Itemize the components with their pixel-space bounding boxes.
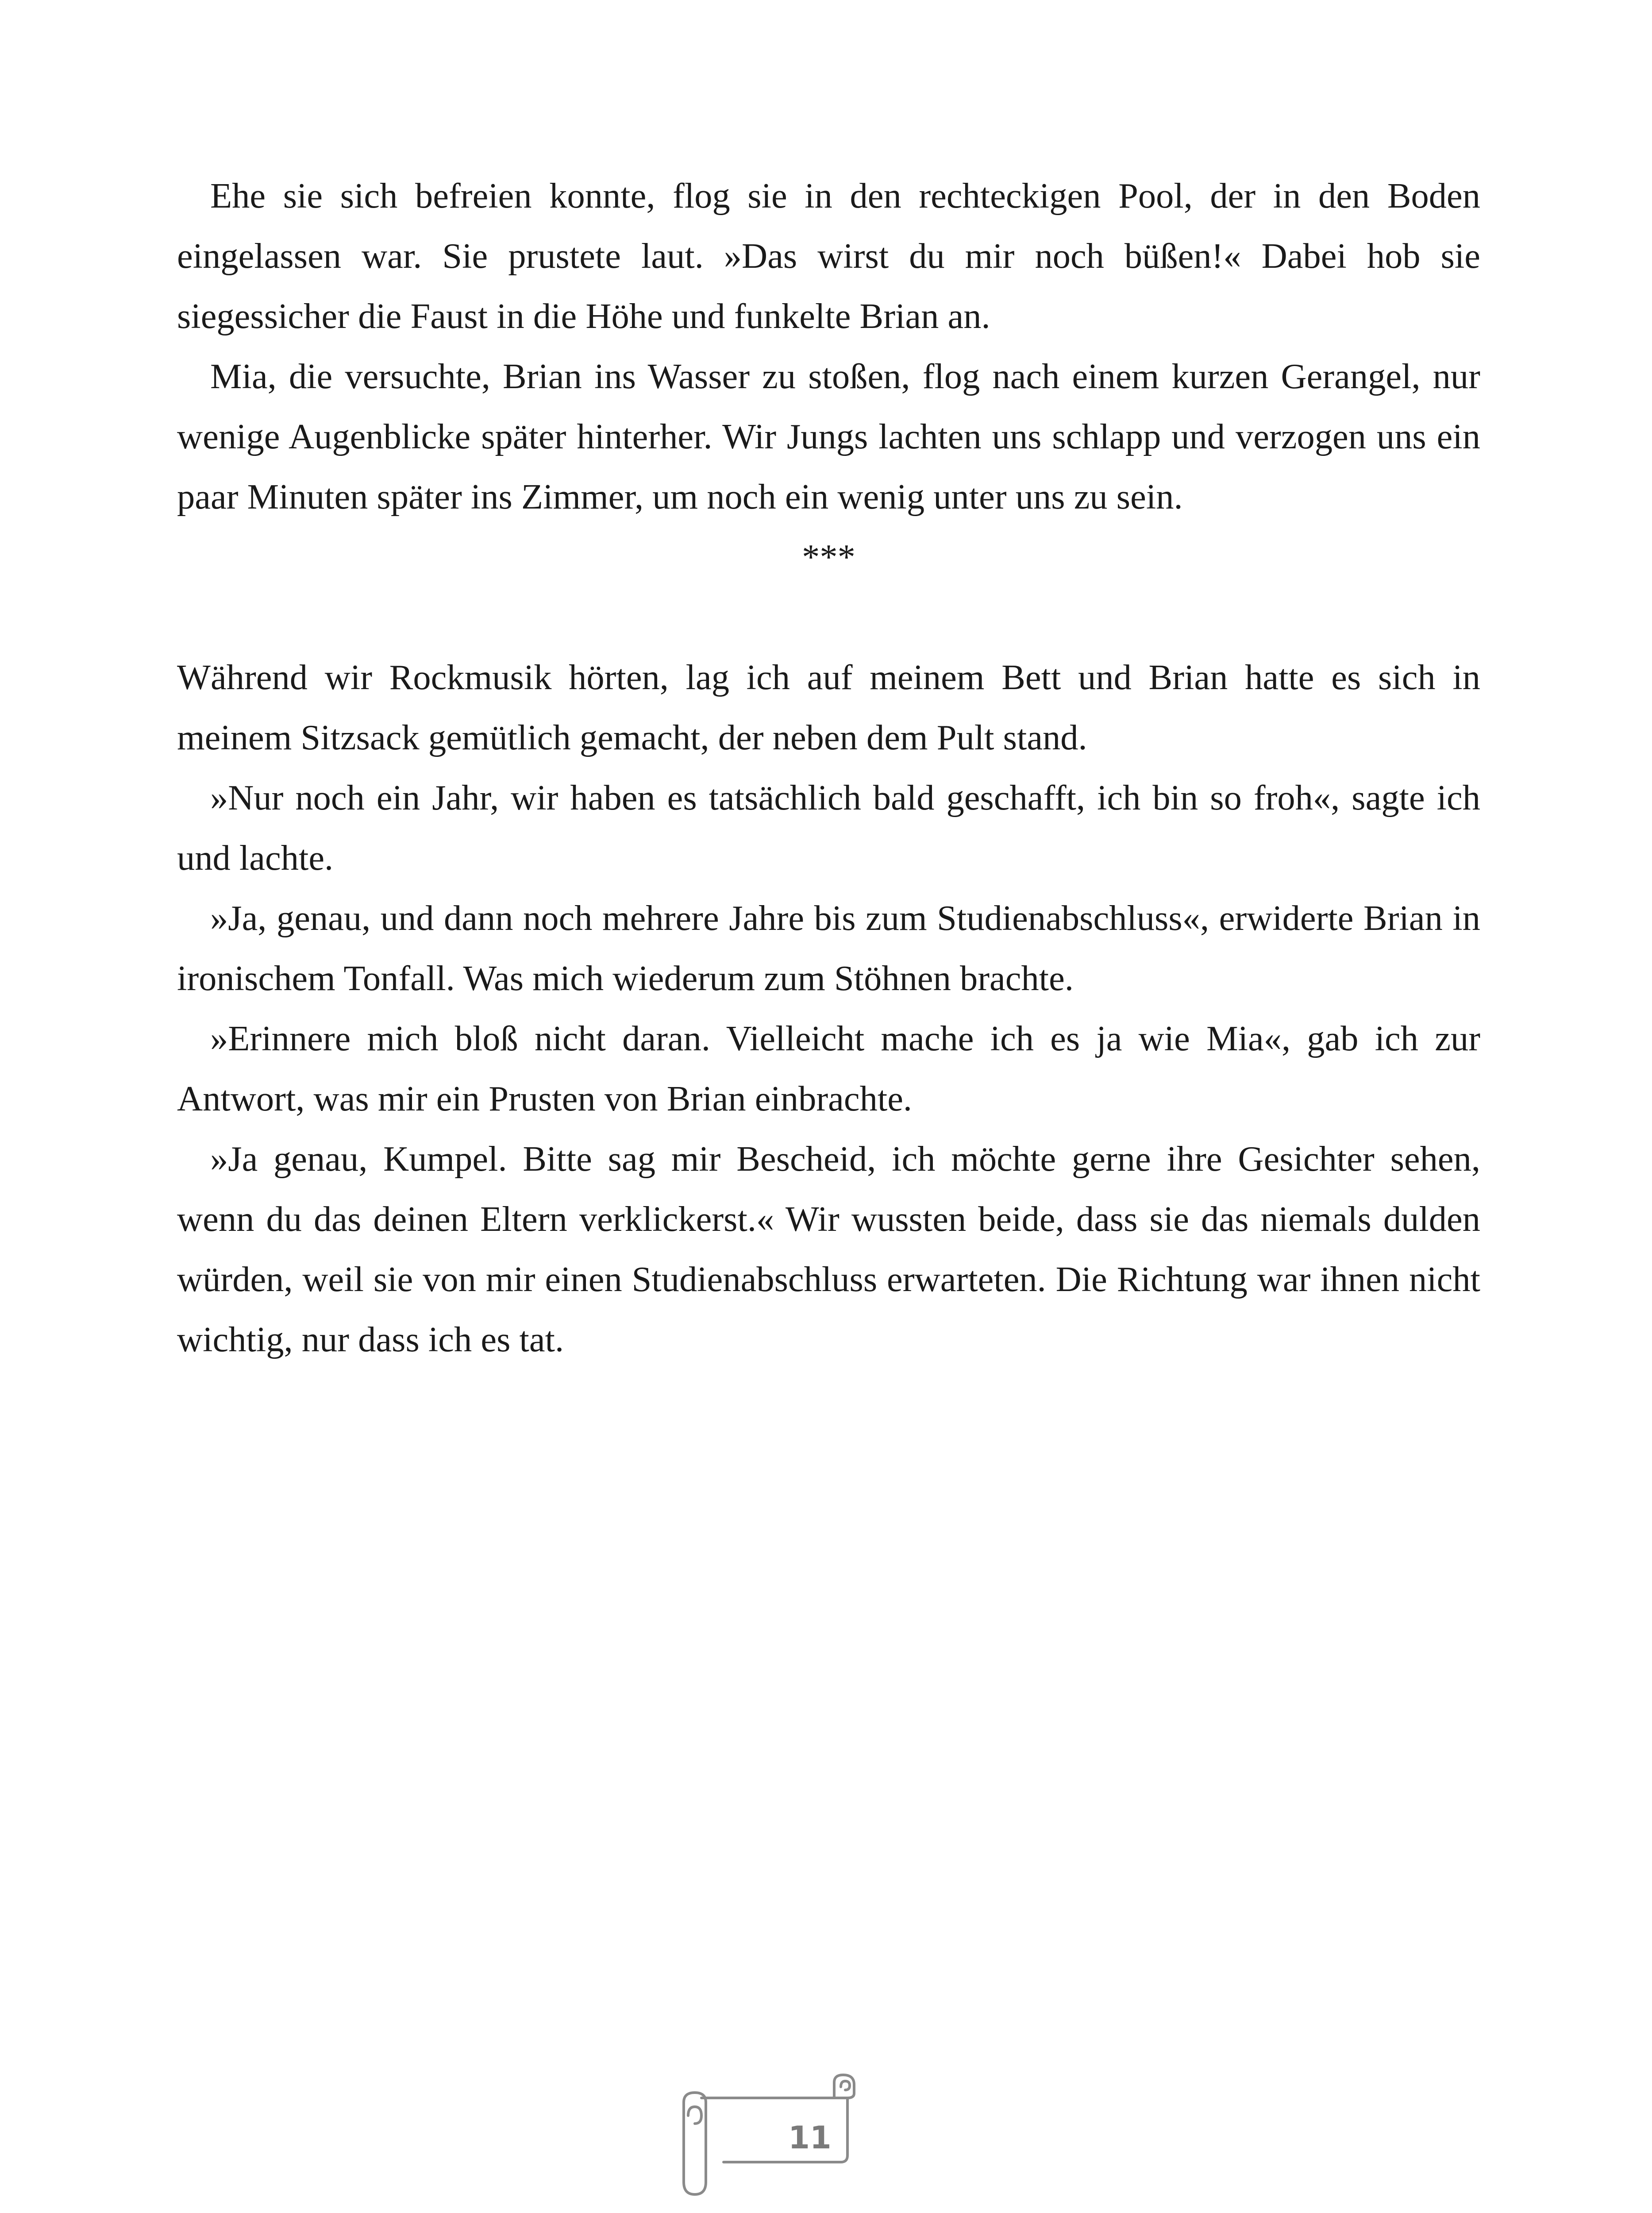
page-body (177, 166, 1480, 1370)
paragraph: Mia, die versuchte, Brian ins Wasser zu stoßen, flog nach einem kurzen Gerangel, nur wenige Augenblicke später hinterher. Wir Jungs lachten uns schlapp und verzogen uns ein paar Minuten später ins Zimmer, um noch ein wenig unter uns zu sein. (177, 357, 1480, 517)
paragraph: »Ja genau, Kumpel. Bitte sag mir Bescheid, ich möchte gerne ihre Gesichter sehen, wenn du das deinen Eltern verklickerst.« Wir wussten beide, dass sie das niemals dulden würden, weil sie von mir einen Studienabschluss erwarteten. Die Richtung war ihnen nicht wichtig, nur dass ich es tat. (177, 1139, 1480, 1359)
page-number-scroll (675, 2071, 878, 2200)
paragraph: Ehe sie sich befreien konnte, flog sie in den rechteckigen Pool, der in den Boden eingelassen war. Sie prustete laut. »Das wirst du mir noch büßen!« Dabei hob sie siegessicher die Faust in die Höhe und funkelte Brian an. (177, 176, 1480, 336)
paragraph: »Nur noch ein Jahr, wir haben es tatsächlich bald geschafft, ich bin so froh«, sagte ich und lachte. (177, 778, 1480, 878)
paragraph: »Ja, genau, und dann noch mehrere Jahre bis zum Studienabschluss«, erwiderte Brian in ironischem Tonfall. Was mich wiederum zum Stöhnen brachte. (177, 898, 1480, 998)
paragraph: Während wir Rockmusik hörten, lag ich auf meinem Bett und Brian hatte es sich in meinem Sitzsack gemütlich gemacht, der neben dem Pult stand. (177, 658, 1480, 757)
section-separator: *** (802, 537, 855, 577)
paragraph: »Erinnere mich bloß nicht daran. Vielleicht mache ich es ja wie Mia«, gab ich zur Antwort, was mir ein Prusten von Brian einbrachte. (177, 1019, 1480, 1118)
page-number: 11 (788, 2120, 832, 2156)
